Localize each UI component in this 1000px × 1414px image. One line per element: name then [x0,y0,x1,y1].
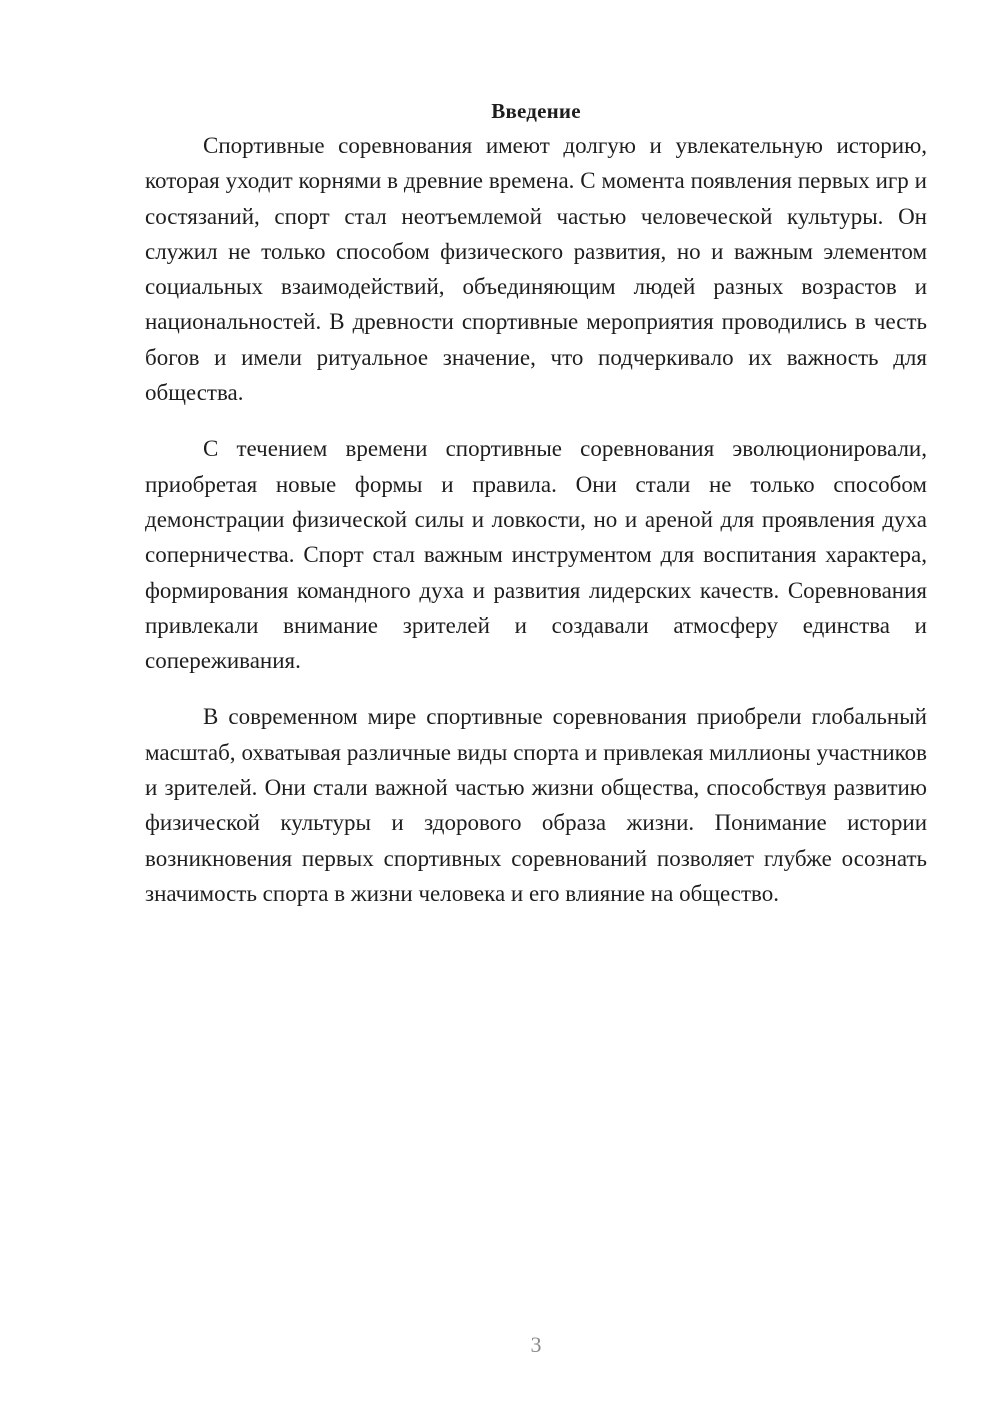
paragraph-1: Спортивные соревнования имеют долгую и увлекательную историю, которая уходит корнями в древние времена. С момента появления первых игр и состязаний, спорт стал неотъемлемой частью человеческой культуры. Он служил не только способом физического развития, но и важным элементом социальных взаимодействий, объединяющим людей разных возрастов и национальностей. В древности спортивные мероприятия проводились в честь богов и имели ритуальное значение, что подчеркивало их важность для общества. [145,133,927,406]
paragraph-3: В современном мире спортивные соревнования приобрели глобальный масштаб, охватывая различные виды спорта и привлекая миллионы участников и зрителей. Они стали важной частью жизни общества, способствуя развитию физической культуры и здорового образа жизни. Понимание истории возникновения первых спортивных соревнований позволяет глубже осознать значимость спорта в жизни человека и его влияние на общество. [145,704,927,906]
page-content [145,96,927,932]
section-title: Введение [491,99,581,123]
page-number: 3 [530,1332,542,1357]
paragraph-2: С течением времени спортивные соревнования эволюционировали, приобретая новые формы и правила. Они стали не только способом демонстрации физической силы и ловкости, но и ареной для проявления духа соперничества. Спорт стал важным инструментом для воспитания характера, формирования командного духа и развития лидерских качеств. Соревнования привлекали внимание зрителей и создавали атмосферу единства и сопереживания. [145,436,927,674]
